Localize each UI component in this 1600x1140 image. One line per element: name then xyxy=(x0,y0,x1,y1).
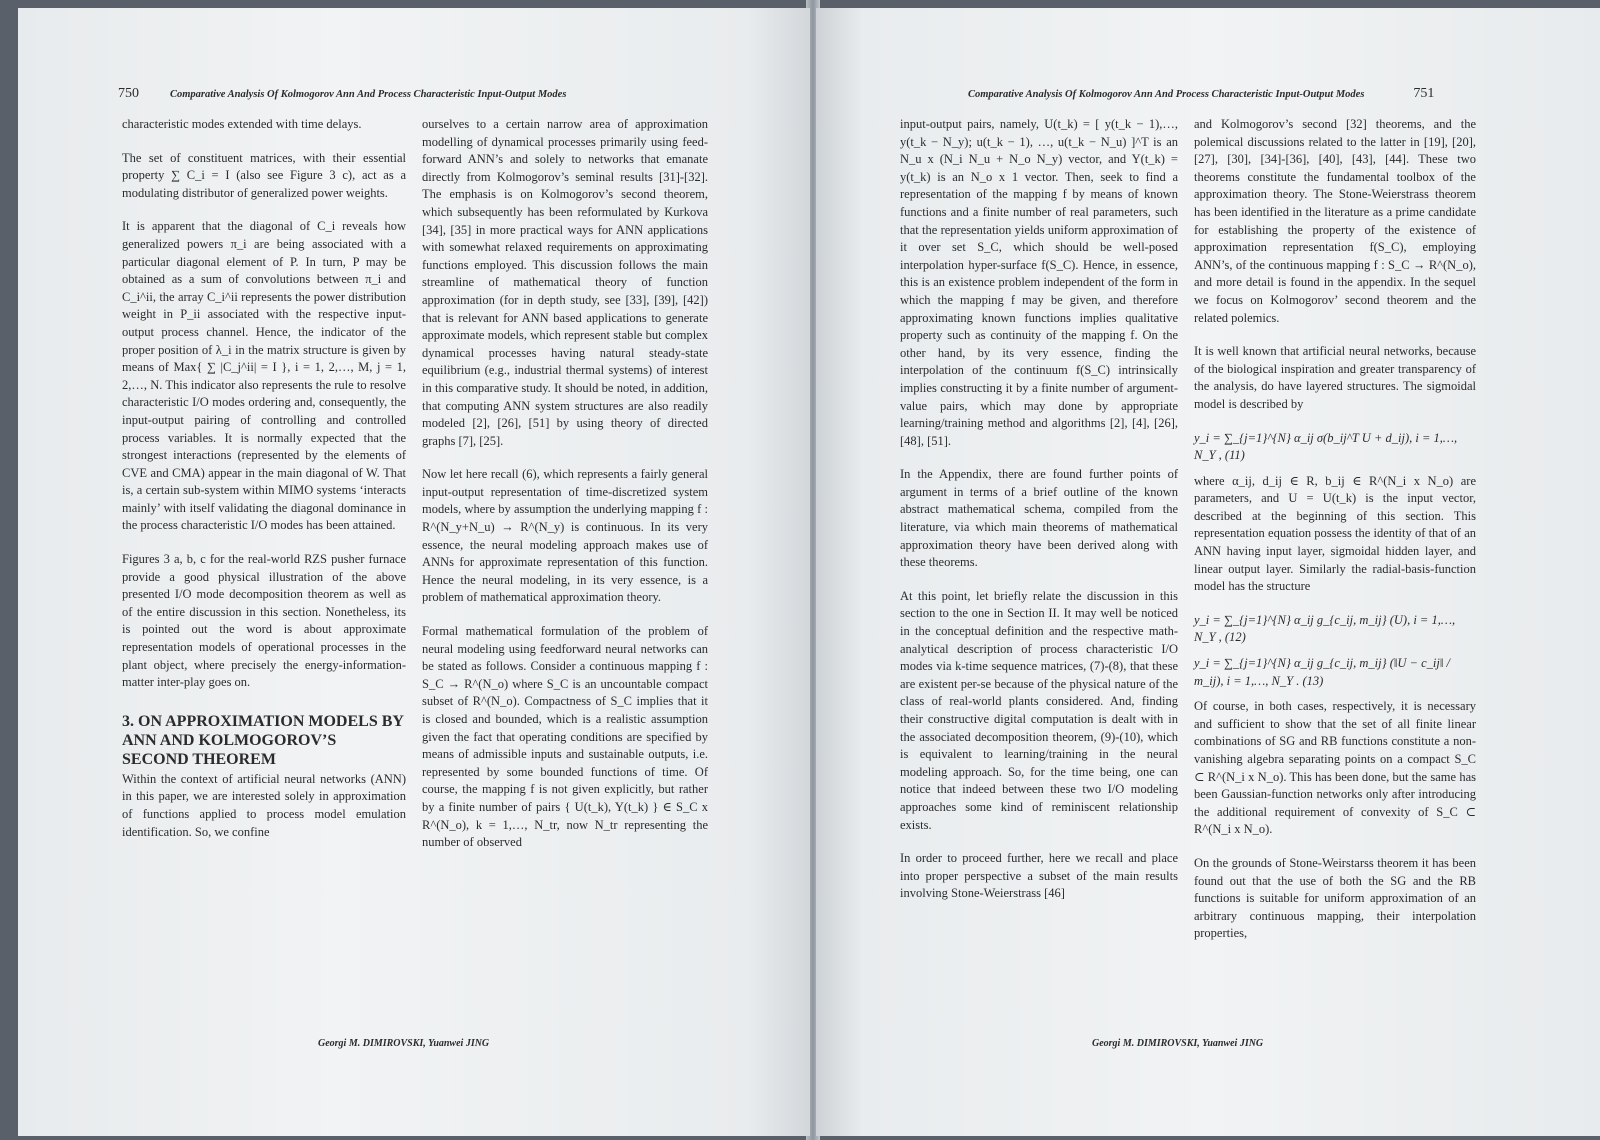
left-column-2 xyxy=(422,116,708,868)
equation-13: y_i = ∑_{j=1}^{N} α_ij g_{c_ij, m_ij} (‖U − c_ij‖ / m_ij), i = 1,…, N_Y . (13) xyxy=(1194,656,1450,688)
paragraph: ourselves to a certain narrow area of approximation modelling of dynamical processes primarily using feed-forward ANN’s and solely to networks that emanate directly from Kolmogorov’s seminal results [31]-[32]. The emphasis is on Kolmogorov’s second theorem, which subsequently has been reformulated by Kurkova [34], [35] in more practical ways for ANN applications with somewhat relaxed requirements on approximating functions employed. This discussion follows the main streamline of mathematical theory of function approximation (for in depth study, see [33], [39], [42]) that is relevant for ANN based applications to generate approximate models, which represent stable but complex dynamical processes having natural steady-state equilibrium (e.g., industrial thermal systems) of interest in this comparative study. It should be noted, in addition, that computing ANN system structures are also readily modeled [2], [26], [51] by using theory of directed graphs [7], [25]. xyxy=(422,117,708,448)
paragraph: The set of constituent matrices, with their essential property ∑ C_i = I (also see Figure 3 c), act as a modulating distributor of generalized power weights. xyxy=(122,150,406,200)
paragraph: Now let here recall (6), which represents a fairly general input-output representation of time-discretized system models, where by assumption the underlying mapping f : R^(N_y+N_u) → R^(N_y) is continuous. In its very essence, the neural modeling approach makes use of ANNs for approximate representation of this function. Hence the neural modeling, in its very essence, is a problem of mathematical approximation theory. xyxy=(422,467,708,605)
paragraph: On the grounds of Stone-Weirstarss theorem it has been found out that the use of both the SG and the RB functions is suitable for uniform approximation of an arbitrary continuous mapping, their interpolation properties, xyxy=(1194,855,1476,941)
left-header-title: Comparative Analysis Of Kolmogorov Ann And Process Characteristic Input-Output Modes xyxy=(170,89,567,100)
right-running-header xyxy=(968,86,1434,102)
right-page-number: 751 xyxy=(1413,86,1435,101)
right-footer-authors: Georgi M. DIMIROVSKI, Yuanwei JING xyxy=(1092,1038,1264,1049)
left-column-1 xyxy=(122,116,406,857)
paragraph: where α_ij, d_ij ∈ R, b_ij ∈ R^(N_i x N_o) are parameters, and U = U(t_k) is the input vector, described at the beginning of this section. This representation equation possess the identity of that of an ANN having input layer, sigmoidal hidden layer, and linear output layer. Similarly the radial-basis-function model has the structure xyxy=(1194,473,1476,594)
paragraph: characteristic modes extended with time delays. xyxy=(122,117,362,131)
right-column-1 xyxy=(900,116,1178,919)
paragraph: and Kolmogorov’s second [32] theorems, and the polemical discussions related to the latter in [19], [20], [27], [30], [34]-[36], [40], [43], [44]. These two theorems constitute the fundamental toolbox of the approximation theory. The Stone-Weierstrass theorem has been identified in the literature as a prime candidate for establishing the property of the existence of approximation representation f(S_C), employing ANN’s, of the continuous mapping f : S_C → R^(N_o), and more detail is found in the appendix. In the sequel we focus on Kolmogorov’ second theorem and the related polemics. xyxy=(1194,117,1476,325)
paragraph: In the Appendix, there are found further points of argument in terms of a brief outline of the known abstract mathematical schema, compiled from the literature, via which main theorems of mathematical approximation theory have been derived along with these theorems. xyxy=(900,467,1178,570)
left-page xyxy=(18,8,810,1136)
paragraph: It is well known that artificial neural networks, because of the biological inspiration and greater transparency of the analysis, do have layered structures. The sigmoidal model is described by xyxy=(1194,344,1476,411)
paragraph: Formal mathematical formulation of the problem of neural modeling using feedforward neural networks can be stated as follows. Consider a continuous mapping f : S_C → R^(N_o) where S_C is an uncountable compact subset of R^(N_o). Compactness of S_C implies that it is closed and bounded, which is a realistic assumption given the fact that operating conditions are specified by means of admissible inputs and sustainable outputs, i.e. represented by some bounded functions of time. Of course, the mapping f is not given explicitly, but rather by a finite number of pairs { U(t_k), Y(t_k) } ∈ S_C x R^(N_o), k = 1,…, N_tr, now N_tr representing the number of observed xyxy=(422,624,708,850)
paragraph: Figures 3 a, b, c for the real-world RZS pusher furnace provide a good physical illustration of the above presented I/O mode decomposition theorem as well as of the entire discussion in this section. Nonetheless, its is pointed out the word is about approximate representation models of operational processes in the plant object, where precisely the energy-information-matter inter-play goes on. xyxy=(122,552,406,690)
right-page xyxy=(816,8,1600,1136)
paragraph: Of course, in both cases, respectively, it is necessary and sufficient to show that the set of all finite linear combinations of SG and RB functions constitute a non-vanishing algebra separating points on a compact S_C ⊂ R^(N_i x N_o). This has been done, but the same has been Gaussian-function networks only after introducing the additional requirement of convexity of S_C ⊂ R^(N_i x N_o). xyxy=(1194,699,1476,837)
section-heading: 3. ON APPROXIMATION MODELS BY ANN AND KOLMOGOROV’S SECOND THEOREM xyxy=(122,712,404,768)
right-header-title: Comparative Analysis Of Kolmogorov Ann And Process Characteristic Input-Output Modes xyxy=(968,89,1365,100)
paragraph: input-output pairs, namely, U(t_k) = [ y(t_k − 1),…, y(t_k − N_y); u(t_k − 1), …, u(t_k − N_u) ]^T is an N_u x (N_i N_u + N_o N_y) vector, and Y(t_k) = y(t_k) is an N_o x 1 vector. Then, seek to find a representation of the mapping f by means of known functions and a finite number of real parameters, such that the representation yields uniform approximation of it over set S_C, which should be well-posed interpolation hyper-surface f(S_C). Hence, in essence, this is an existence problem independent of the form in which the mapping f may be given, and therefore approximating known functions implies qualitative property such as continuity of the mapping f. On the other hand, by its very essence, finding the interpolation of the continuum f(S_C) intrinsically implies constructing it by a finite number of argument-value pairs, which may done by appropriate learning/training method and algorithms [2], [4], [26], [48], [51]. xyxy=(900,117,1178,448)
paragraph: At this point, let briefly relate the discussion in this section to the one in Section II. It may well be noticed in the conceptual definition and the respective math-analytical description of process characteristic I/O modes via k-time sequence matrices, (7)-(8), that these are existent per-se because of the physical nature of the class of real-world plants considered. And, finding their constructive digital computation is dealt with in the associated decomposition theorem, (9)-(10), which is equivalent to learning/training in the neural modeling approach. So, for the time being, one can notice that indeed between these two I/O modeling approaches some kind of reminiscent relationship exists. xyxy=(900,588,1178,832)
equation-11: y_i = ∑_{j=1}^{N} α_ij σ(b_ij^T U + d_ij), i = 1,…, N_Y , (11) xyxy=(1194,430,1458,463)
paragraph: It is apparent that the diagonal of C_i reveals how generalized powers π_i are being associated with a particular diagonal element of P. In turn, P may be obtained as a sum of convolutions between π_i and C_i^ii, the array C_i^ii represents the power distribution weight in P_ii associated with the respective input-output process channel. Hence, the indicator of the proper position of λ_i in the matrix structure is given by means of Max{ ∑ |C_j^ii| = I }, i = 1, 2,…, M, j = 1, 2,…, N. This indicator also represents the rule to resolve characteristic I/O modes ordering and, consequently, the input-output pairing of controlling and controlled process variables. It is normally expected that the strongest interactions (represented by the elements of CVE and CMA) appear in the main diagonal of W. That is, a certain sub-system within MIMO systems ‘interacts mainly’ with itself validating the diagonal dominance in the process characteristic I/O modes has been attained. xyxy=(122,219,406,533)
left-footer-authors: Georgi M. DIMIROVSKI, Yuanwei JING xyxy=(318,1038,490,1049)
left-page-number: 750 xyxy=(118,86,139,101)
left-running-header xyxy=(118,86,566,102)
right-column-2 xyxy=(1194,116,1476,959)
paragraph: In order to proceed further, here we recall and place into proper perspective a subset of the main results involving Stone-Weierstrass [46] xyxy=(900,851,1178,901)
paragraph: Within the context of artificial neural networks (ANN) in this paper, we are interested solely in approximation of functions applied to process model emulation identification. So, we confine xyxy=(122,771,406,839)
equation-12: y_i = ∑_{j=1}^{N} α_ij g_{c_ij, m_ij} (U), i = 1,…, N_Y , (12) xyxy=(1194,612,1456,645)
